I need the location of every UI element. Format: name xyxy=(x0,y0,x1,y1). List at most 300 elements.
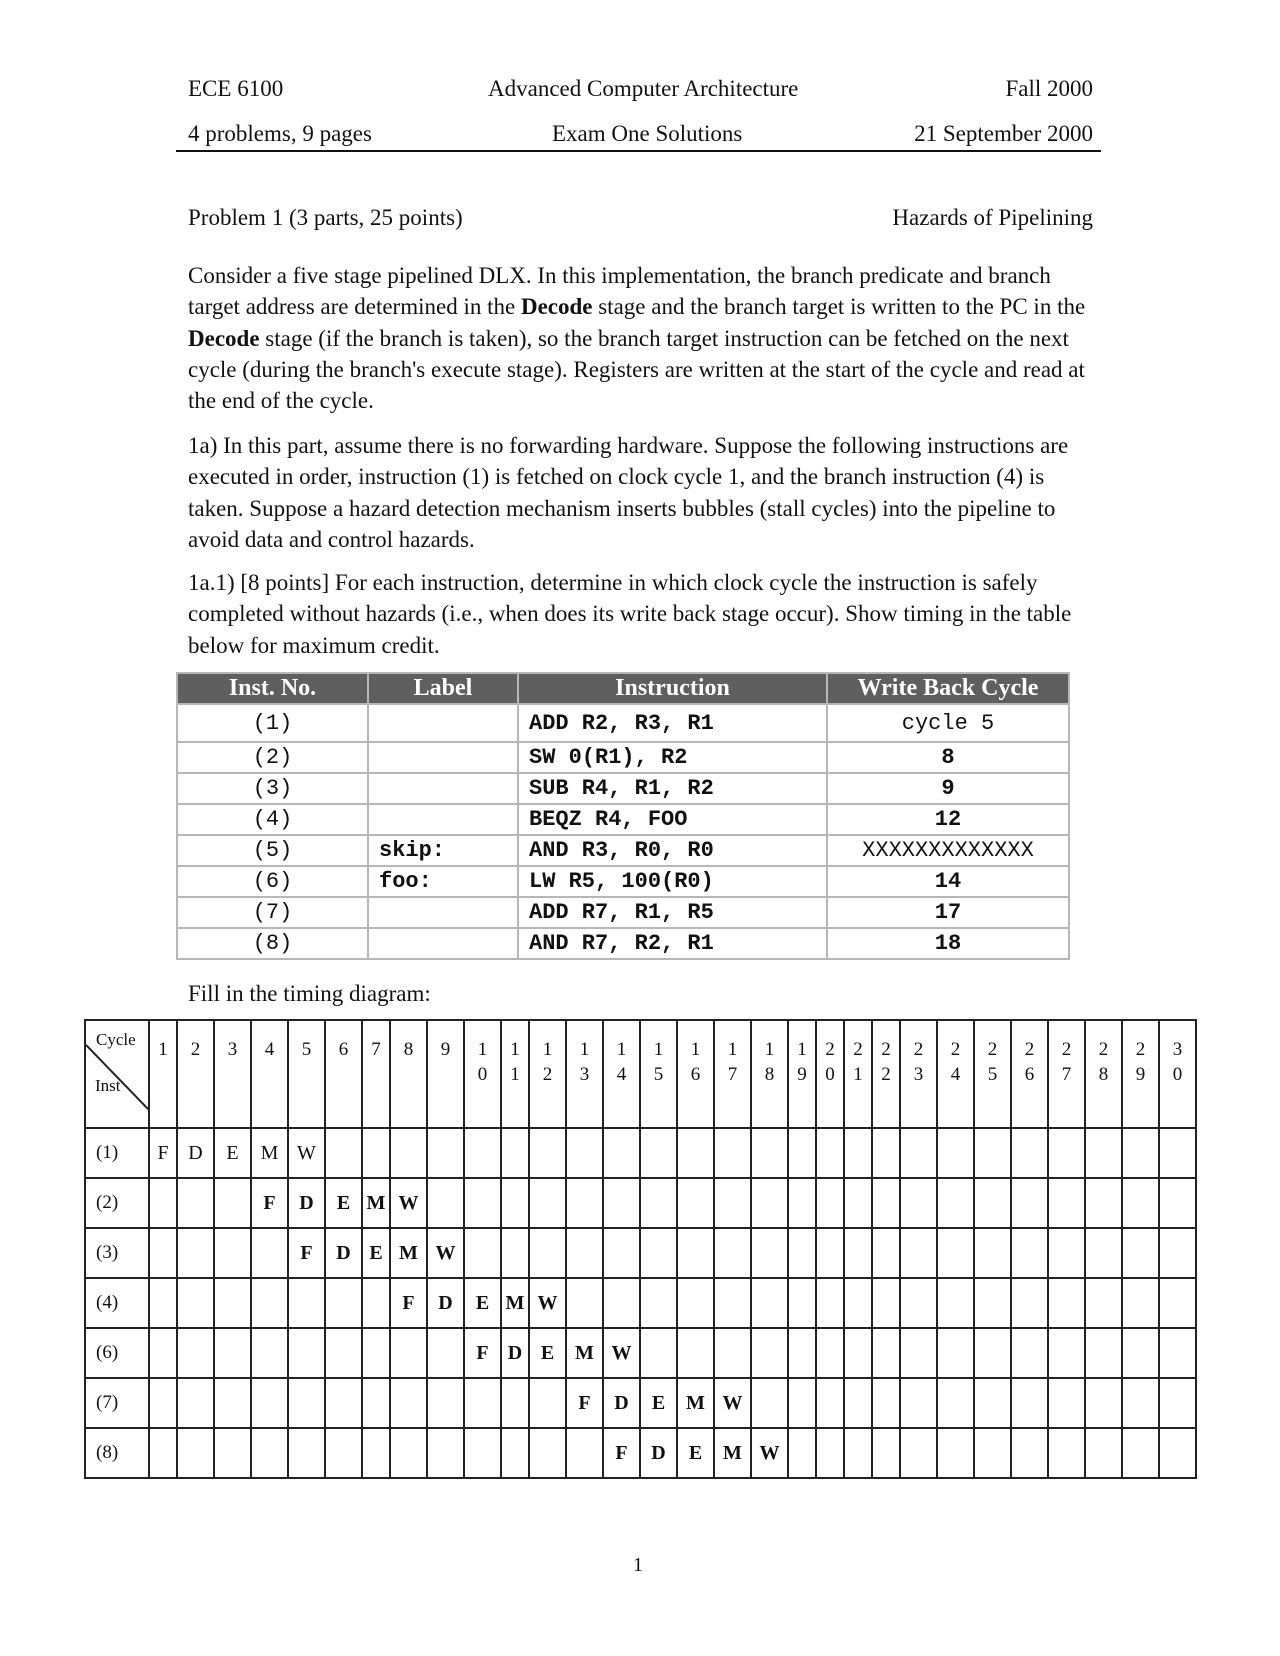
col-header-instruction: Instruction xyxy=(518,673,827,704)
empty-cell xyxy=(677,1178,714,1228)
empty-cell xyxy=(844,1428,872,1478)
cycle-header: 3 0 xyxy=(1159,1020,1196,1128)
inst-label xyxy=(368,704,518,742)
inst-number: (6) xyxy=(177,866,368,897)
writeback-cycle: 18 xyxy=(827,928,1069,959)
empty-cell xyxy=(844,1178,872,1228)
empty-cell xyxy=(1085,1228,1122,1278)
empty-cell xyxy=(464,1378,501,1428)
table-row xyxy=(177,704,1069,742)
empty-cell xyxy=(464,1228,501,1278)
empty-cell xyxy=(427,1328,464,1378)
empty-cell xyxy=(529,1228,566,1278)
empty-cell xyxy=(1048,1128,1085,1178)
cycle-header: 2 1 xyxy=(844,1020,872,1128)
empty-cell xyxy=(566,1178,603,1228)
empty-cell xyxy=(362,1128,390,1178)
empty-cell xyxy=(529,1428,566,1478)
col-header-writeback: Write Back Cycle xyxy=(827,673,1069,704)
empty-cell xyxy=(177,1428,214,1478)
col-header-inst-no: Inst. No. xyxy=(177,673,368,704)
empty-cell xyxy=(900,1228,937,1278)
empty-cell xyxy=(714,1228,751,1278)
empty-cell xyxy=(816,1128,844,1178)
cycle-header: 1 6 xyxy=(677,1020,714,1128)
empty-cell xyxy=(251,1428,288,1478)
empty-cell xyxy=(872,1228,900,1278)
empty-cell xyxy=(501,1428,529,1478)
empty-cell xyxy=(1011,1128,1048,1178)
empty-cell xyxy=(714,1278,751,1328)
empty-cell xyxy=(974,1328,1011,1378)
empty-cell xyxy=(1122,1378,1159,1428)
empty-cell xyxy=(501,1378,529,1428)
table-row xyxy=(177,773,1069,804)
timing-inst-label: (4) xyxy=(85,1278,149,1328)
empty-cell xyxy=(603,1228,640,1278)
inst-text: AND R7, R2, R1 xyxy=(518,928,827,959)
exam-subtitle: Exam One Solutions xyxy=(552,121,743,146)
cycle-header: 1 0 xyxy=(464,1020,501,1128)
inst-label: foo: xyxy=(368,866,518,897)
empty-cell xyxy=(1122,1428,1159,1478)
stage-cell: D xyxy=(640,1428,677,1478)
empty-cell xyxy=(214,1228,251,1278)
empty-cell xyxy=(900,1178,937,1228)
timing-row xyxy=(85,1378,1196,1428)
inst-label xyxy=(368,773,518,804)
stage-cell: D xyxy=(501,1328,529,1378)
stage-cell: M xyxy=(566,1328,603,1378)
empty-cell xyxy=(1011,1428,1048,1478)
empty-cell xyxy=(390,1428,427,1478)
empty-cell xyxy=(149,1378,177,1428)
empty-cell xyxy=(529,1128,566,1178)
writeback-cycle: 14 xyxy=(827,866,1069,897)
empty-cell xyxy=(1085,1328,1122,1378)
empty-cell xyxy=(427,1378,464,1428)
empty-cell xyxy=(1159,1128,1196,1178)
cycle-header: 2 3 xyxy=(900,1020,937,1128)
empty-cell xyxy=(1085,1378,1122,1428)
empty-cell xyxy=(974,1278,1011,1328)
empty-cell xyxy=(974,1228,1011,1278)
stage-cell: E xyxy=(529,1328,566,1378)
stage-cell: W xyxy=(427,1228,464,1278)
table-row xyxy=(177,804,1069,835)
empty-cell xyxy=(251,1278,288,1328)
empty-cell xyxy=(529,1178,566,1228)
empty-cell xyxy=(816,1178,844,1228)
part-1a-text: 1a) In this part, assume there is no forwarding hardware. Suppose the following instructions are executed in order, instruction (1) is fetched on clock cycle 1, and the branch instruction (4) is taken. Suppose a hazard detection mechanism inserts bubbles (stall cycles) into the pipeline to avoid data and control hazards. xyxy=(188,433,1069,552)
empty-cell xyxy=(362,1328,390,1378)
empty-cell xyxy=(529,1378,566,1428)
empty-cell xyxy=(937,1378,974,1428)
empty-cell xyxy=(751,1228,788,1278)
empty-cell xyxy=(872,1428,900,1478)
instruction-table-header xyxy=(177,673,1069,704)
empty-cell xyxy=(1048,1228,1085,1278)
empty-cell xyxy=(288,1328,325,1378)
cycle-header: 1 4 xyxy=(603,1020,640,1128)
inst-label: skip: xyxy=(368,835,518,866)
inst-text: SUB R4, R1, R2 xyxy=(518,773,827,804)
empty-cell xyxy=(900,1378,937,1428)
empty-cell xyxy=(788,1278,816,1328)
empty-cell xyxy=(677,1128,714,1178)
empty-cell xyxy=(390,1328,427,1378)
inst-number: (1) xyxy=(177,704,368,742)
timing-inst-label: (3) xyxy=(85,1228,149,1278)
empty-cell xyxy=(974,1378,1011,1428)
cycle-header: 4 xyxy=(251,1020,288,1128)
empty-cell xyxy=(1085,1178,1122,1228)
empty-cell xyxy=(844,1228,872,1278)
empty-cell xyxy=(1159,1428,1196,1478)
stage-cell: M xyxy=(714,1428,751,1478)
stage-cell: F xyxy=(566,1378,603,1428)
empty-cell xyxy=(149,1228,177,1278)
cycle-header: 2 8 xyxy=(1085,1020,1122,1128)
timing-row xyxy=(85,1428,1196,1478)
empty-cell xyxy=(974,1128,1011,1178)
corner-inst-label: Inst xyxy=(95,1076,121,1095)
empty-cell xyxy=(1011,1378,1048,1428)
timing-row xyxy=(85,1328,1196,1378)
empty-cell xyxy=(149,1278,177,1328)
problem-count: 4 problems, 9 pages xyxy=(188,121,372,146)
empty-cell xyxy=(501,1128,529,1178)
cycle-header: 1 1 xyxy=(501,1020,529,1128)
empty-cell xyxy=(1159,1178,1196,1228)
empty-cell xyxy=(872,1128,900,1178)
empty-cell xyxy=(714,1128,751,1178)
empty-cell xyxy=(937,1428,974,1478)
inst-number: (8) xyxy=(177,928,368,959)
empty-cell xyxy=(816,1278,844,1328)
stage-cell: E xyxy=(640,1378,677,1428)
problem-heading: Problem 1 (3 parts, 25 points) xyxy=(188,205,463,230)
empty-cell xyxy=(214,1378,251,1428)
writeback-cycle: 17 xyxy=(827,897,1069,928)
stage-cell: W xyxy=(288,1128,325,1178)
empty-cell xyxy=(872,1278,900,1328)
empty-cell xyxy=(288,1378,325,1428)
empty-cell xyxy=(149,1178,177,1228)
cycle-header: 1 8 xyxy=(751,1020,788,1128)
empty-cell xyxy=(1085,1128,1122,1178)
empty-cell xyxy=(937,1328,974,1378)
empty-cell xyxy=(1159,1328,1196,1378)
empty-cell xyxy=(427,1428,464,1478)
empty-cell xyxy=(603,1178,640,1228)
timing-header-row xyxy=(85,1020,1196,1128)
stage-cell: W xyxy=(751,1428,788,1478)
timing-corner xyxy=(85,1020,149,1128)
page-number: 1 xyxy=(633,1554,643,1576)
empty-cell xyxy=(1122,1228,1159,1278)
course-code: ECE 6100 xyxy=(188,76,284,101)
inst-number: (2) xyxy=(177,742,368,773)
inst-label xyxy=(368,804,518,835)
timing-row xyxy=(85,1128,1196,1178)
empty-cell xyxy=(751,1378,788,1428)
empty-cell xyxy=(816,1428,844,1478)
header-rule xyxy=(176,150,1101,152)
empty-cell xyxy=(214,1178,251,1228)
empty-cell xyxy=(900,1278,937,1328)
empty-cell xyxy=(677,1328,714,1378)
empty-cell xyxy=(788,1128,816,1178)
empty-cell xyxy=(751,1178,788,1228)
stage-cell: E xyxy=(464,1278,501,1328)
instruction-table xyxy=(176,672,1070,960)
empty-cell xyxy=(214,1278,251,1328)
empty-cell xyxy=(751,1278,788,1328)
stage-cell: F xyxy=(149,1128,177,1178)
stage-cell: W xyxy=(529,1278,566,1328)
stage-cell: E xyxy=(362,1228,390,1278)
stage-cell: E xyxy=(214,1128,251,1178)
inst-number: (4) xyxy=(177,804,368,835)
cycle-header: 2 9 xyxy=(1122,1020,1159,1128)
empty-cell xyxy=(566,1128,603,1178)
cycle-header: 2 6 xyxy=(1011,1020,1048,1128)
timing-inst-label: (8) xyxy=(85,1428,149,1478)
empty-cell xyxy=(816,1378,844,1428)
empty-cell xyxy=(677,1228,714,1278)
empty-cell xyxy=(427,1178,464,1228)
exam-date: 21 September 2000 xyxy=(914,121,1093,146)
stage-cell: W xyxy=(390,1178,427,1228)
stage-cell: W xyxy=(714,1378,751,1428)
cycle-header: 6 xyxy=(325,1020,362,1128)
stage-cell: E xyxy=(677,1428,714,1478)
writeback-cycle: 9 xyxy=(827,773,1069,804)
cycle-header: 1 xyxy=(149,1020,177,1128)
empty-cell xyxy=(844,1128,872,1178)
empty-cell xyxy=(974,1178,1011,1228)
empty-cell xyxy=(937,1278,974,1328)
cycle-header: 1 2 xyxy=(529,1020,566,1128)
empty-cell xyxy=(844,1328,872,1378)
stage-cell: D xyxy=(603,1378,640,1428)
empty-cell xyxy=(1048,1178,1085,1228)
empty-cell xyxy=(1011,1328,1048,1378)
cycle-header: 2 0 xyxy=(816,1020,844,1128)
part-1a1-text: 1a.1) [8 points] For each instruction, determine in which clock cycle the instruction is safely completed without hazards (i.e., when does its write back stage occur). Show timing in the table below for maximum credit. xyxy=(188,570,1072,658)
empty-cell xyxy=(1011,1178,1048,1228)
empty-cell xyxy=(937,1178,974,1228)
empty-cell xyxy=(603,1128,640,1178)
empty-cell xyxy=(177,1178,214,1228)
empty-cell xyxy=(844,1378,872,1428)
empty-cell xyxy=(640,1178,677,1228)
cycle-header: 1 9 xyxy=(788,1020,816,1128)
empty-cell xyxy=(362,1278,390,1328)
empty-cell xyxy=(788,1328,816,1378)
inst-text: ADD R7, R1, R5 xyxy=(518,897,827,928)
empty-cell xyxy=(872,1178,900,1228)
empty-cell xyxy=(464,1178,501,1228)
empty-cell xyxy=(640,1278,677,1328)
empty-cell xyxy=(362,1428,390,1478)
empty-cell xyxy=(566,1228,603,1278)
table-row xyxy=(177,742,1069,773)
table-row xyxy=(177,928,1069,959)
cycle-header: 1 7 xyxy=(714,1020,751,1128)
col-header-label: Label xyxy=(368,673,518,704)
empty-cell xyxy=(640,1228,677,1278)
stage-cell: E xyxy=(325,1178,362,1228)
stage-cell: F xyxy=(464,1328,501,1378)
writeback-cycle: 12 xyxy=(827,804,1069,835)
empty-cell xyxy=(788,1178,816,1228)
cycle-header: 1 3 xyxy=(566,1020,603,1128)
empty-cell xyxy=(844,1278,872,1328)
cycle-header: 2 5 xyxy=(974,1020,1011,1128)
stage-cell: D xyxy=(427,1278,464,1328)
empty-cell xyxy=(900,1128,937,1178)
empty-cell xyxy=(390,1378,427,1428)
empty-cell xyxy=(751,1128,788,1178)
empty-cell xyxy=(1122,1178,1159,1228)
empty-cell xyxy=(325,1278,362,1328)
stage-cell: M xyxy=(390,1228,427,1278)
cycle-header: 1 5 xyxy=(640,1020,677,1128)
timing-inst-label: (1) xyxy=(85,1128,149,1178)
course-title: Advanced Computer Architecture xyxy=(488,76,799,101)
empty-cell xyxy=(1011,1228,1048,1278)
fill-timing-label: Fill in the timing diagram: xyxy=(188,981,431,1006)
cycle-header: 2 2 xyxy=(872,1020,900,1128)
empty-cell xyxy=(251,1228,288,1278)
cycle-header: 2 7 xyxy=(1048,1020,1085,1128)
empty-cell xyxy=(900,1328,937,1378)
cycle-header: 3 xyxy=(214,1020,251,1128)
empty-cell xyxy=(1122,1278,1159,1328)
empty-cell xyxy=(640,1128,677,1178)
empty-cell xyxy=(325,1378,362,1428)
stage-cell: M xyxy=(501,1278,529,1328)
empty-cell xyxy=(427,1128,464,1178)
cycle-header: 2 xyxy=(177,1020,214,1128)
empty-cell xyxy=(937,1128,974,1178)
empty-cell xyxy=(464,1128,501,1178)
inst-label xyxy=(368,742,518,773)
empty-cell xyxy=(1159,1378,1196,1428)
empty-cell xyxy=(1085,1428,1122,1478)
empty-cell xyxy=(872,1378,900,1428)
writeback-cycle: XXXXXXXXXXXXX xyxy=(827,835,1069,866)
writeback-cycle: cycle 5 xyxy=(827,704,1069,742)
term: Fall 2000 xyxy=(1005,76,1093,101)
empty-cell xyxy=(872,1328,900,1378)
empty-cell xyxy=(1048,1328,1085,1378)
stage-cell: F xyxy=(390,1278,427,1328)
empty-cell xyxy=(788,1428,816,1478)
empty-cell xyxy=(325,1428,362,1478)
empty-cell xyxy=(177,1278,214,1328)
empty-cell xyxy=(251,1378,288,1428)
empty-cell xyxy=(214,1328,251,1378)
timing-inst-label: (7) xyxy=(85,1378,149,1428)
empty-cell xyxy=(816,1228,844,1278)
timing-row xyxy=(85,1178,1196,1228)
empty-cell xyxy=(816,1328,844,1378)
stage-cell: M xyxy=(251,1128,288,1178)
empty-cell xyxy=(1122,1128,1159,1178)
cycle-header: 7 xyxy=(362,1020,390,1128)
empty-cell xyxy=(788,1228,816,1278)
empty-cell xyxy=(177,1378,214,1428)
empty-cell xyxy=(251,1328,288,1378)
empty-cell xyxy=(1048,1428,1085,1478)
empty-cell xyxy=(288,1428,325,1478)
stage-cell: M xyxy=(362,1178,390,1228)
timing-inst-label: (2) xyxy=(85,1178,149,1228)
problem-topic: Hazards of Pipelining xyxy=(892,205,1093,230)
stage-cell: D xyxy=(325,1228,362,1278)
empty-cell xyxy=(288,1278,325,1328)
empty-cell xyxy=(1159,1278,1196,1328)
inst-text: ADD R2, R3, R1 xyxy=(518,704,827,742)
intro-paragraph: Consider a five stage pipelined DLX. In this implementation, the branch predicate and branch target address are determined in the Decode stage and the branch target is written to the PC in the Decode stage (if the branch is taken), so the branch target instruction can be fetched on the next cycle (during the branch's execute stage). Registers are written at the start of the cycle and read at the end of the cycle. xyxy=(188,263,1086,414)
empty-cell xyxy=(1048,1378,1085,1428)
inst-number: (5) xyxy=(177,835,368,866)
empty-cell xyxy=(1159,1228,1196,1278)
empty-cell xyxy=(177,1328,214,1378)
corner-cycle-label: Cycle xyxy=(96,1030,136,1049)
empty-cell xyxy=(464,1428,501,1478)
empty-cell xyxy=(1048,1278,1085,1328)
empty-cell xyxy=(566,1278,603,1328)
inst-number: (7) xyxy=(177,897,368,928)
timing-inst-label: (6) xyxy=(85,1328,149,1378)
empty-cell xyxy=(937,1228,974,1278)
inst-label xyxy=(368,897,518,928)
cycle-header: 2 4 xyxy=(937,1020,974,1128)
empty-cell xyxy=(362,1378,390,1428)
empty-cell xyxy=(1011,1278,1048,1328)
empty-cell xyxy=(751,1328,788,1378)
cycle-header: 8 xyxy=(390,1020,427,1128)
inst-label xyxy=(368,928,518,959)
empty-cell xyxy=(390,1128,427,1178)
empty-cell xyxy=(214,1428,251,1478)
stage-cell: D xyxy=(288,1178,325,1228)
empty-cell xyxy=(974,1428,1011,1478)
inst-text: AND R3, R0, R0 xyxy=(518,835,827,866)
stage-cell: F xyxy=(603,1428,640,1478)
empty-cell xyxy=(325,1128,362,1178)
empty-cell xyxy=(325,1328,362,1378)
table-row xyxy=(177,866,1069,897)
timing-diagram xyxy=(84,1019,1197,1479)
timing-row xyxy=(85,1228,1196,1278)
empty-cell xyxy=(1122,1328,1159,1378)
empty-cell xyxy=(177,1228,214,1278)
stage-cell: W xyxy=(603,1328,640,1378)
table-row xyxy=(177,835,1069,866)
stage-cell: F xyxy=(288,1228,325,1278)
empty-cell xyxy=(149,1328,177,1378)
empty-cell xyxy=(900,1428,937,1478)
empty-cell xyxy=(677,1278,714,1328)
inst-text: LW R5, 100(R0) xyxy=(518,866,827,897)
writeback-cycle: 8 xyxy=(827,742,1069,773)
empty-cell xyxy=(149,1428,177,1478)
